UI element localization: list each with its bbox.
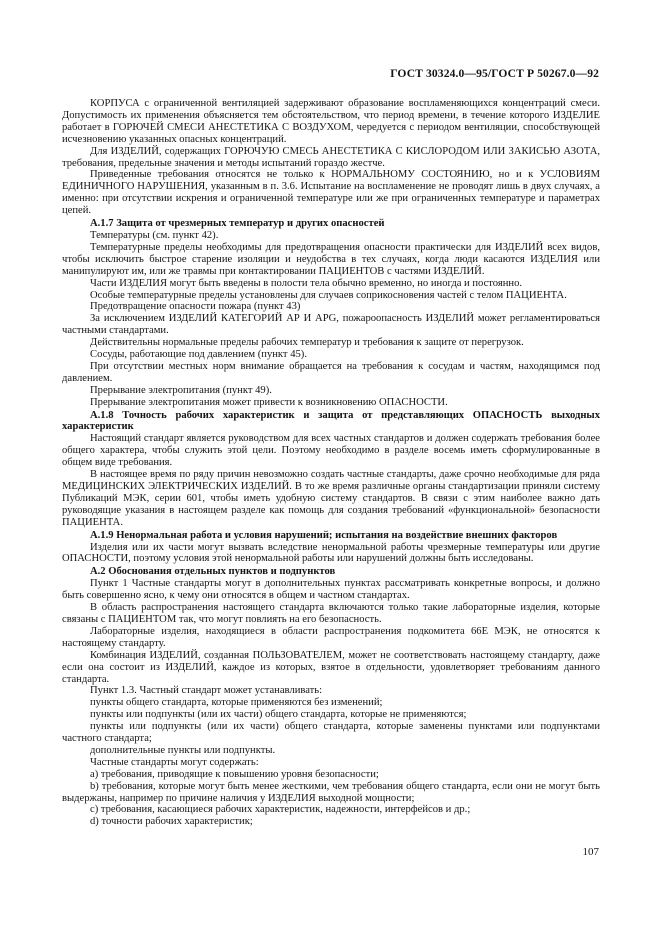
body-paragraph: В настоящее время по ряду причин невозможно создать частные стандарты, даже срочно необходимые для ряда МЕДИЦИНСКИХ ЭЛЕКТРИЧЕСКИХ ИЗДЕЛИЙ. В то же время различные органы стандартизации приняли систему Публикаций МЭК, серии 601, чтобы иметь удобную систему стандартов. В связи с этим наиболее важно дать руководящие указания в настоящем разделе как помощь для создания требований «функциональной» безопасности ПАЦИЕНТА. [62,469,600,528]
section-heading: А.2 Обоснования отдельных пунктов и подпунктов [90,566,336,578]
page-number: 107 [582,846,599,858]
body-paragraph: Пункт 1.3. Частный стандарт может устанавливать: [90,685,323,697]
body-paragraph: пункты общего стандарта, которые применяются без изменений; [90,697,383,709]
body-paragraph: Предотвращение опасности пожара (пункт 43) [90,301,301,313]
body-paragraph: b) требования, которые могут быть менее жесткими, чем требования общего стандарта, если они не могут быть выдержаны, например по причине наличия у ИЗДЕЛИЯ выходной мощности; [62,780,600,804]
body-paragraph: Пункт 1 Частные стандарты могут в дополнительных пунктах рассматривать конкретные вопросы, и должно быть совершенно ясно, к чему они относятся в общем и частном стандартах. [62,578,600,602]
body-paragraph: Температуры (см. пункт 42). [90,229,219,241]
body-paragraph: Прерывание электропитания (пункт 49). [90,384,272,396]
document-body [62,98,600,828]
body-paragraph: Действительны нормальные пределы рабочих температур и требования к защите от перегрузок. [90,337,524,349]
body-paragraph: Настоящий стандарт является руководством для всех частных стандартов и должен содержать требования более общего характера, чтобы служить этой цели. Поэтому необходимо в разделе восемь иметь сформулированные в общем виде требования. [62,433,600,469]
body-paragraph: За исключением ИЗДЕЛИЙ КАТЕГОРИЙ АР И APG, пожароопасность ИЗДЕЛИЙ может регламентироваться частными стандартами. [62,313,600,337]
body-paragraph: Комбинация ИЗДЕЛИЙ, созданная ПОЛЬЗОВАТЕЛЕМ, может не соответствовать настоящему стандарту, даже если она состоит из ИЗДЕЛИЙ, каждое из которых, взятое в отдельности, удовлетворяет требованиям данного стандарта. [62,649,600,685]
body-paragraph: дополнительные пункты или подпункты. [90,744,276,756]
body-paragraph: Изделия или их части могут вызвать вследствие ненормальной работы чрезмерные температуры или другие ОПАСНОСТИ, поэтому условия этой ненормальной работы или нарушений должны быть исследованы. [62,541,600,565]
section-heading: А.1.7 Защита от чрезмерных температур и других опасностей [90,218,385,230]
standard-code-header: ГОСТ 30324.0—95/ГОСТ Р 50267.0—92 [390,67,599,80]
body-paragraph: Части ИЗДЕЛИЯ могут быть введены в полости тела обычно временно, но иногда и постоянно. [90,277,523,289]
body-paragraph: Для ИЗДЕЛИЙ, содержащих ГОРЮЧУЮ СМЕСЬ АНЕСТЕТИКА С КИСЛОРОДОМ ИЛИ ЗАКИСЬЮ АЗОТА, требования, предельные значения и методы испытаний гораздо жестче. [62,145,600,169]
body-paragraph: Приведенные требования относятся не только к НОРМАЛЬНОМУ СОСТОЯНИЮ, но и к УСЛОВИЯМ ЕДИНИЧНОГО НАРУШЕНИЯ, указанным в п. 3.6. Испытание на воспламенение не проводят лишь в двух случаях, а именно: при отсутствии искрения и ограниченной температуре или же при ограниченных температуре и параметрах цепей. [62,169,600,217]
section-heading: А.1.8 Точность рабочих характеристик и защита от представляющих ОПАСНОСТЬ выходных характеристик [62,409,600,433]
body-paragraph: Прерывание электропитания может привести к возникновению ОПАСНОСТИ. [90,396,448,408]
body-paragraph: Частные стандарты могут содержать: [90,756,259,768]
body-paragraph: Температурные пределы необходимы для предотвращения опасности практически для ИЗДЕЛИЙ всех видов, чтобы исключить быстрое старение изоляции и неудобства в тех случаях, когда люди касаются ИЗДЕЛИЯ или манипулируют им, или же травмы при контактировании ПАЦИЕНТОВ с частями ИЗДЕЛИЙ. [62,241,600,277]
section-heading: А.1.9 Ненормальная работа и условия нарушений; испытания на воздействие внешних факторов [90,529,558,541]
body-paragraph: Сосуды, работающие под давлением (пункт 45). [90,349,307,361]
body-paragraph: Лабораторные изделия, находящиеся в области распространения подкомитета 66Е МЭК, не относятся к настоящему стандарту. [62,625,600,649]
body-paragraph: а) требования, приводящие к повышению уровня безопасности; [90,768,379,780]
body-paragraph: пункты или подпункты (или их части) общего стандарта, которые не применяются; [90,709,467,721]
body-paragraph: с) требования, касающиеся рабочих характеристик, надежности, интерфейсов и др.; [90,804,471,816]
body-paragraph: При отсутствии местных норм внимание обращается на требования к сосудам и частям, находящимся под давлением. [62,360,600,384]
body-paragraph: пункты или подпункты (или их части) общего стандарта, которые заменены пунктами или подпунктами частного стандарта; [62,721,600,745]
body-paragraph: Особые температурные пределы установлены для случаев соприкосновения частей с телом ПАЦИЕНТА. [90,289,567,301]
body-paragraph: КОРПУСА с ограниченной вентиляцией задерживают образование воспламеняющихся концентраций смеси. Допустимость их применения объясняется тем обстоятельством, что период времени, в течение которого ИЗДЕЛИЕ работает в ГОРЮЧЕЙ СМЕСИ АНЕСТЕТИКА С ВОЗДУХОМ, чередуется с периодом вентиляции, способствующей исчезновению указанных опасных концентраций. [62,98,600,145]
body-paragraph: В область распространения настоящего стандарта включаются только такие лабораторные изделия, которые связаны с ПАЦИЕНТОМ так, что могут повлиять на его безопасность. [62,602,600,625]
body-paragraph: d) точности рабочих характеристик; [90,816,253,828]
